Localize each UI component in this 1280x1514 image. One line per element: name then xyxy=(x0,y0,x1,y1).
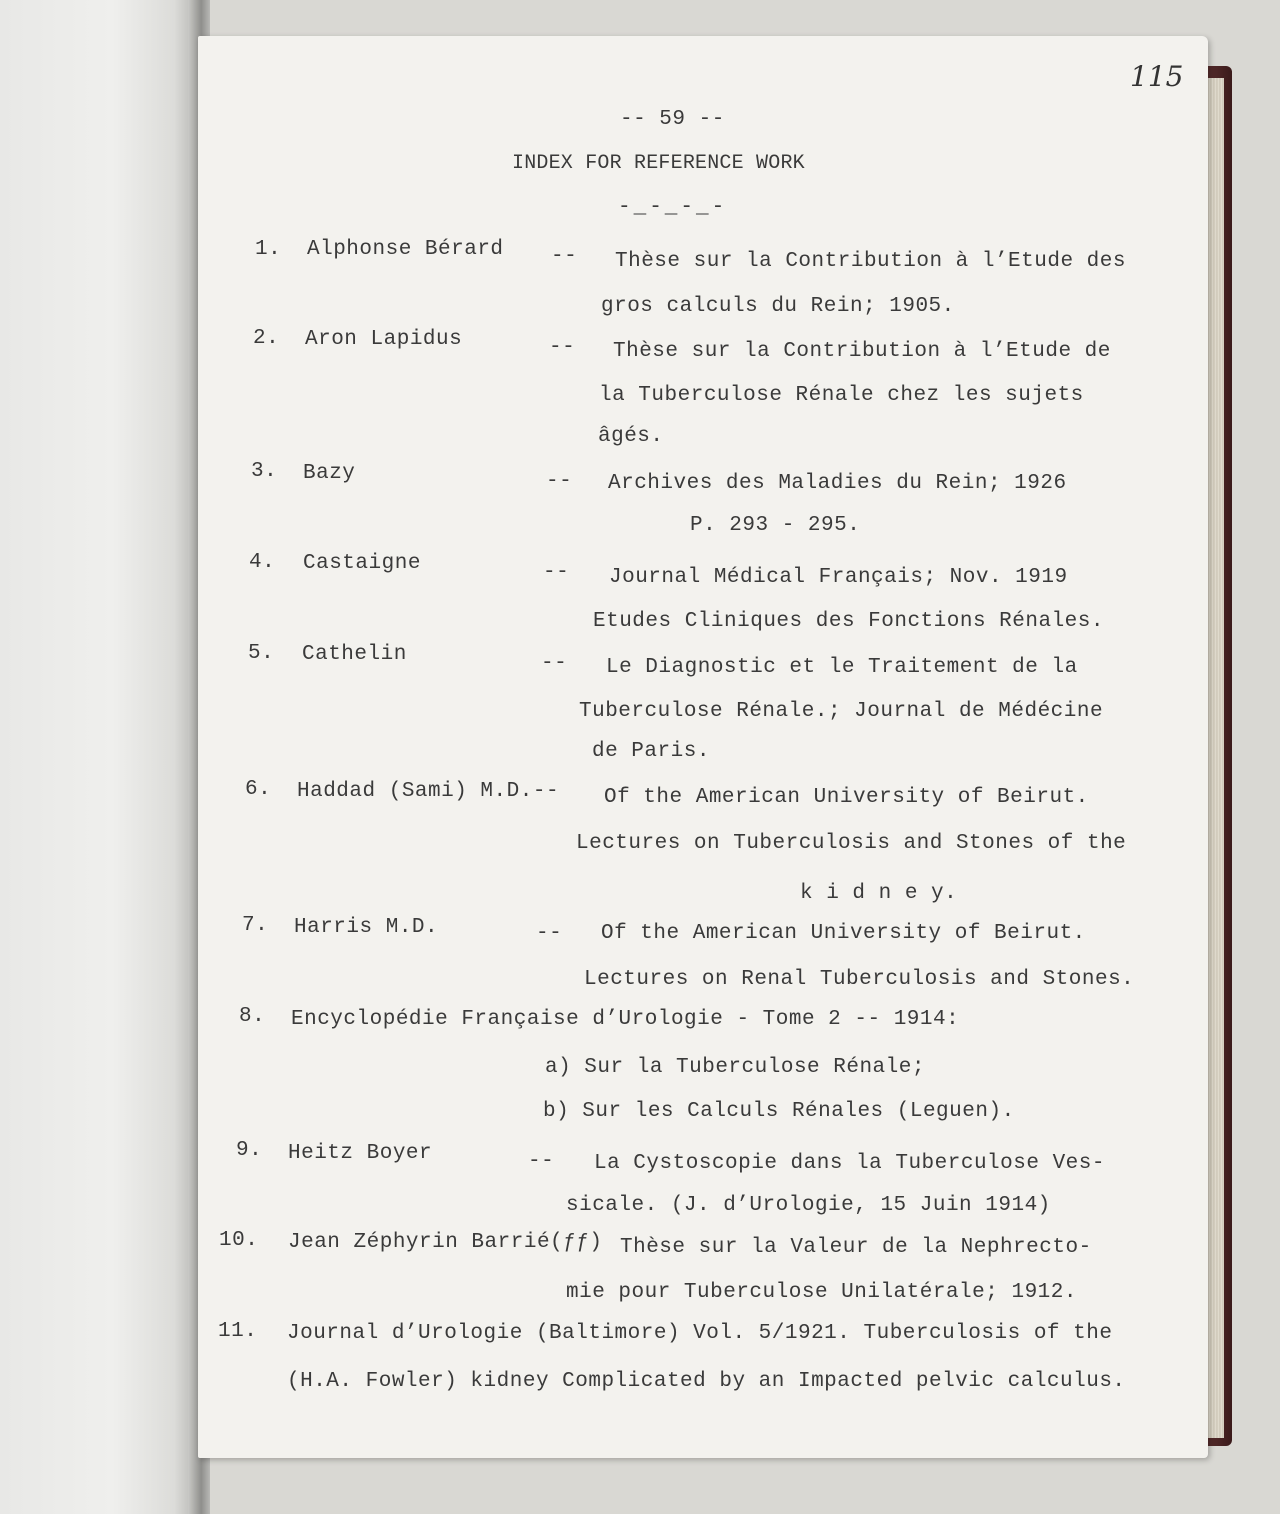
entry-separator: -- xyxy=(546,470,573,493)
entry-number: 5. xyxy=(248,642,275,665)
entry-line: de Paris. xyxy=(592,740,710,763)
entry-line: Etudes Cliniques des Fonctions Rénales. xyxy=(593,610,1104,633)
entry-line: âgés. xyxy=(598,425,664,448)
entry-line: a) Sur la Tuberculose Rénale; xyxy=(545,1056,925,1079)
entry-number: 7. xyxy=(242,914,269,937)
entry-number: 3. xyxy=(251,460,278,483)
entry-line: Thèse sur la Valeur de la Nephrecto- xyxy=(620,1236,1092,1259)
entry-line: Le Diagnostic et le Traitement de la xyxy=(606,656,1078,679)
entry-author: Alphonse Bérard xyxy=(307,238,504,261)
entry-line: Lectures on Tuberculosis and Stones of the xyxy=(576,832,1127,855)
entry-author: Harris M.D. xyxy=(294,916,439,939)
pencil-folio-note: 115 xyxy=(1130,60,1184,93)
entry-line: Lectures on Renal Tuberculosis and Stones. xyxy=(584,968,1135,991)
entry-separator: -- xyxy=(549,336,576,359)
entry-line: Thèse sur la Contribution à l’Etude des xyxy=(615,250,1126,273)
entry-line: Thèse sur la Contribution à l’Etude de xyxy=(613,340,1111,363)
entry-line: b) Sur les Calculs Rénales (Leguen). xyxy=(543,1100,1015,1123)
entry-author: Haddad (Sami) M.D.-- xyxy=(297,780,560,803)
entry-separator: -- xyxy=(551,245,578,268)
entry-line: k i d n e y. xyxy=(800,882,958,905)
entry-line: Tuberculose Rénale.; Journal de Médécine xyxy=(579,700,1104,723)
entry-number: 9. xyxy=(236,1139,263,1162)
entry-line: Journal Médical Français; Nov. 1919 xyxy=(609,566,1068,589)
entry-line: Of the American University of Beirut. xyxy=(601,922,1086,945)
page-number: -- 59 -- xyxy=(620,108,725,131)
entry-author: Jean Zéphyrin Barrié(ƒƒ) xyxy=(288,1231,603,1254)
entry-line: gros calculs du Rein; 1905. xyxy=(601,295,955,318)
entry-number: 11. xyxy=(218,1320,258,1343)
entry-line: Archives des Maladies du Rein; 1926 xyxy=(608,472,1067,495)
entry-separator: -- xyxy=(528,1150,555,1173)
entry-author: Cathelin xyxy=(302,643,407,666)
entry-separator: -- xyxy=(543,561,570,584)
entry-separator: -- xyxy=(536,922,563,945)
entry-line: P. 293 - 295. xyxy=(690,514,861,537)
entry-author: Heitz Boyer xyxy=(288,1142,433,1165)
entry-author: Journal d’Urologie (Baltimore) Vol. 5/1921. Tuberculosis of the xyxy=(287,1322,1113,1345)
entry-number: 1. xyxy=(255,238,282,261)
entry-line: mie pour Tuberculose Unilatérale; 1912. xyxy=(566,1281,1077,1304)
entry-separator: -- xyxy=(541,652,568,675)
entry-line: la Tuberculose Rénale chez les sujets xyxy=(599,384,1084,407)
entry-author: Encyclopédie Française d’Urologie - Tome 2 -- 1914: xyxy=(291,1008,960,1031)
entry-author: Castaigne xyxy=(303,552,421,575)
entry-author: Aron Lapidus xyxy=(305,328,463,351)
entry-number: 2. xyxy=(253,327,280,350)
entry-line: (H.A. Fowler) kidney Complicated by an Impacted pelvic calculus. xyxy=(287,1370,1126,1393)
title-underline: -_-_-_- xyxy=(618,196,728,219)
entry-author: Bazy xyxy=(303,462,356,485)
facing-page xyxy=(0,0,205,1514)
entry-number: 10. xyxy=(219,1229,259,1252)
entry-number: 8. xyxy=(239,1005,266,1028)
entry-line: La Cystoscopie dans la Tuberculose Ves- xyxy=(594,1152,1105,1175)
page-title: INDEX FOR REFERENCE WORK xyxy=(512,152,805,175)
entry-number: 6. xyxy=(245,778,272,801)
entry-number: 4. xyxy=(249,551,276,574)
entry-line: sicale. (J. d’Urologie, 15 Juin 1914) xyxy=(566,1194,1051,1217)
entry-line: Of the American University of Beirut. xyxy=(604,786,1089,809)
